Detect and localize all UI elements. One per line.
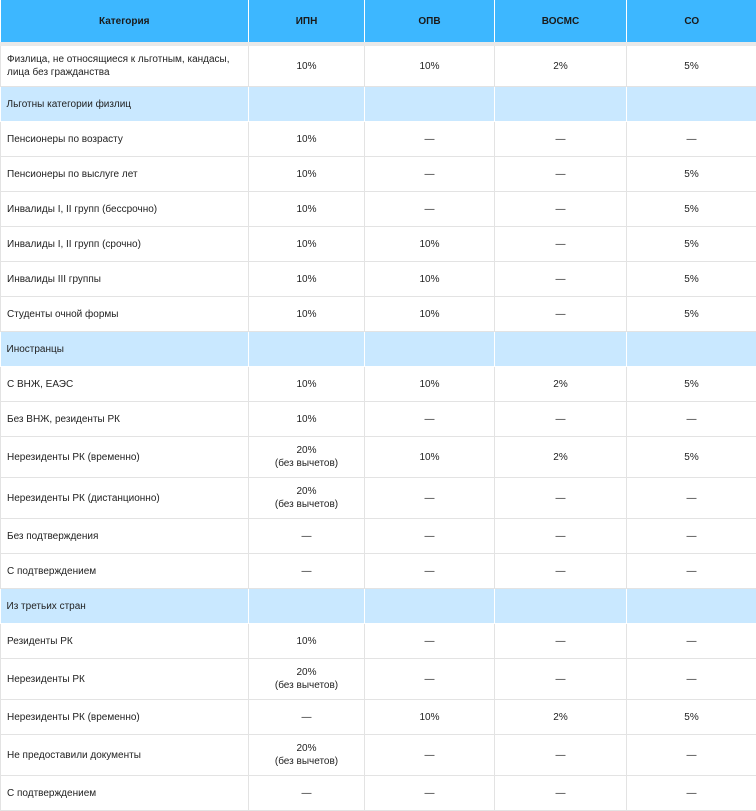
vosms-cell: — bbox=[495, 157, 627, 192]
so-cell: 5% bbox=[627, 297, 756, 332]
category-cell: Пенсионеры по выслуге лет bbox=[1, 157, 249, 192]
table-row bbox=[1, 659, 756, 700]
ipn-cell: 20% (без вычетов) bbox=[249, 437, 365, 478]
category-cell: Студенты очной формы bbox=[1, 297, 249, 332]
so-cell: — bbox=[627, 122, 756, 157]
vosms-cell: — bbox=[495, 262, 627, 297]
table-row bbox=[1, 478, 756, 519]
opv-cell: — bbox=[365, 519, 495, 554]
opv-cell: — bbox=[365, 659, 495, 700]
opv-cell: — bbox=[365, 776, 495, 811]
ipn-cell: 20% (без вычетов) bbox=[249, 478, 365, 519]
opv-cell: 10% bbox=[365, 262, 495, 297]
category-cell: Нерезиденты РК (дистанционно) bbox=[1, 478, 249, 519]
section-empty-cell bbox=[495, 589, 627, 624]
ipn-cell: 10% bbox=[249, 262, 365, 297]
ipn-cell: 10% bbox=[249, 367, 365, 402]
vosms-cell: 2% bbox=[495, 437, 627, 478]
vosms-cell: — bbox=[495, 735, 627, 776]
so-cell: — bbox=[627, 776, 756, 811]
vosms-cell: — bbox=[495, 519, 627, 554]
section-title: Иностранцы bbox=[1, 332, 249, 367]
section-row bbox=[1, 589, 756, 624]
so-cell: — bbox=[627, 659, 756, 700]
so-cell: 5% bbox=[627, 192, 756, 227]
opv-cell: — bbox=[365, 157, 495, 192]
vosms-cell: — bbox=[495, 192, 627, 227]
ipn-cell: 10% bbox=[249, 192, 365, 227]
vosms-cell: — bbox=[495, 624, 627, 659]
so-cell: 5% bbox=[627, 437, 756, 478]
so-cell: 5% bbox=[627, 157, 756, 192]
table-row bbox=[1, 402, 756, 437]
vosms-cell: 2% bbox=[495, 700, 627, 735]
category-cell: Пенсионеры по возрасту bbox=[1, 122, 249, 157]
opv-cell: — bbox=[365, 192, 495, 227]
header-ipn: ИПН bbox=[249, 0, 365, 44]
opv-cell: — bbox=[365, 402, 495, 437]
so-cell: — bbox=[627, 402, 756, 437]
so-cell: — bbox=[627, 554, 756, 589]
category-cell: Нерезиденты РК (временно) bbox=[1, 437, 249, 478]
so-cell: — bbox=[627, 519, 756, 554]
section-row bbox=[1, 87, 756, 122]
opv-cell: — bbox=[365, 624, 495, 659]
section-empty-cell bbox=[249, 332, 365, 367]
category-cell: Физлица, не относящиеся к льготным, кандасы, лица без гражданства bbox=[1, 44, 249, 87]
table-row bbox=[1, 157, 756, 192]
opv-cell: — bbox=[365, 735, 495, 776]
category-cell: Инвалиды I, II групп (срочно) bbox=[1, 227, 249, 262]
header-row bbox=[1, 0, 756, 44]
header-vosms: ВОСМС bbox=[495, 0, 627, 44]
table-row bbox=[1, 122, 756, 157]
vosms-cell: — bbox=[495, 227, 627, 262]
header-so: СО bbox=[627, 0, 756, 44]
so-cell: — bbox=[627, 478, 756, 519]
table-row bbox=[1, 297, 756, 332]
category-cell: С подтверждением bbox=[1, 776, 249, 811]
section-empty-cell bbox=[365, 332, 495, 367]
opv-cell: 10% bbox=[365, 437, 495, 478]
so-cell: — bbox=[627, 624, 756, 659]
opv-cell: 10% bbox=[365, 297, 495, 332]
vosms-cell: — bbox=[495, 122, 627, 157]
vosms-cell: — bbox=[495, 297, 627, 332]
ipn-cell: 10% bbox=[249, 122, 365, 157]
category-cell: С подтверждением bbox=[1, 554, 249, 589]
ipn-cell: — bbox=[249, 776, 365, 811]
category-cell: Нерезиденты РК bbox=[1, 659, 249, 700]
opv-cell: — bbox=[365, 554, 495, 589]
category-cell: Без подтверждения bbox=[1, 519, 249, 554]
table-row bbox=[1, 776, 756, 811]
so-cell: 5% bbox=[627, 227, 756, 262]
table-row bbox=[1, 437, 756, 478]
so-cell: 5% bbox=[627, 262, 756, 297]
table-row bbox=[1, 262, 756, 297]
opv-cell: — bbox=[365, 478, 495, 519]
table-row bbox=[1, 227, 756, 262]
section-empty-cell bbox=[627, 332, 756, 367]
table-row bbox=[1, 367, 756, 402]
table-body bbox=[1, 44, 756, 811]
section-empty-cell bbox=[627, 589, 756, 624]
ipn-cell: 10% bbox=[249, 157, 365, 192]
category-cell: Без ВНЖ, резиденты РК bbox=[1, 402, 249, 437]
ipn-cell: 10% bbox=[249, 402, 365, 437]
ipn-cell: 10% bbox=[249, 44, 365, 87]
so-cell: — bbox=[627, 735, 756, 776]
opv-cell: 10% bbox=[365, 44, 495, 87]
header-category: Категория bbox=[1, 0, 249, 44]
table-row bbox=[1, 44, 756, 87]
section-empty-cell bbox=[495, 87, 627, 122]
vosms-cell: 2% bbox=[495, 367, 627, 402]
so-cell: 5% bbox=[627, 367, 756, 402]
ipn-cell: 10% bbox=[249, 297, 365, 332]
vosms-cell: — bbox=[495, 776, 627, 811]
table-row bbox=[1, 554, 756, 589]
category-cell: Нерезиденты РК (временно) bbox=[1, 700, 249, 735]
ipn-cell: 10% bbox=[249, 227, 365, 262]
ipn-cell: 20% (без вычетов) bbox=[249, 659, 365, 700]
opv-cell: 10% bbox=[365, 227, 495, 262]
ipn-cell: — bbox=[249, 519, 365, 554]
ipn-cell: — bbox=[249, 700, 365, 735]
category-cell: Инвалиды I, II групп (бессрочно) bbox=[1, 192, 249, 227]
section-title: Льготны категории физлиц bbox=[1, 87, 249, 122]
vosms-cell: — bbox=[495, 402, 627, 437]
vosms-cell: — bbox=[495, 659, 627, 700]
section-row bbox=[1, 332, 756, 367]
so-cell: 5% bbox=[627, 44, 756, 87]
vosms-cell: 2% bbox=[495, 44, 627, 87]
table-row bbox=[1, 700, 756, 735]
table-row bbox=[1, 624, 756, 659]
opv-cell: 10% bbox=[365, 367, 495, 402]
section-empty-cell bbox=[365, 589, 495, 624]
opv-cell: — bbox=[365, 122, 495, 157]
ipn-cell: — bbox=[249, 554, 365, 589]
vosms-cell: — bbox=[495, 478, 627, 519]
category-cell: Инвалиды III группы bbox=[1, 262, 249, 297]
section-empty-cell bbox=[495, 332, 627, 367]
section-empty-cell bbox=[249, 87, 365, 122]
opv-cell: 10% bbox=[365, 700, 495, 735]
category-cell: Резиденты РК bbox=[1, 624, 249, 659]
vosms-cell: — bbox=[495, 554, 627, 589]
table-row bbox=[1, 192, 756, 227]
category-cell: С ВНЖ, ЕАЭС bbox=[1, 367, 249, 402]
section-empty-cell bbox=[365, 87, 495, 122]
category-cell: Не предоставили документы bbox=[1, 735, 249, 776]
section-empty-cell bbox=[249, 589, 365, 624]
table-row bbox=[1, 735, 756, 776]
table-row bbox=[1, 519, 756, 554]
section-title: Из третьих стран bbox=[1, 589, 249, 624]
section-empty-cell bbox=[627, 87, 756, 122]
so-cell: 5% bbox=[627, 700, 756, 735]
ipn-cell: 10% bbox=[249, 624, 365, 659]
header-opv: ОПВ bbox=[365, 0, 495, 44]
ipn-cell: 20% (без вычетов) bbox=[249, 735, 365, 776]
